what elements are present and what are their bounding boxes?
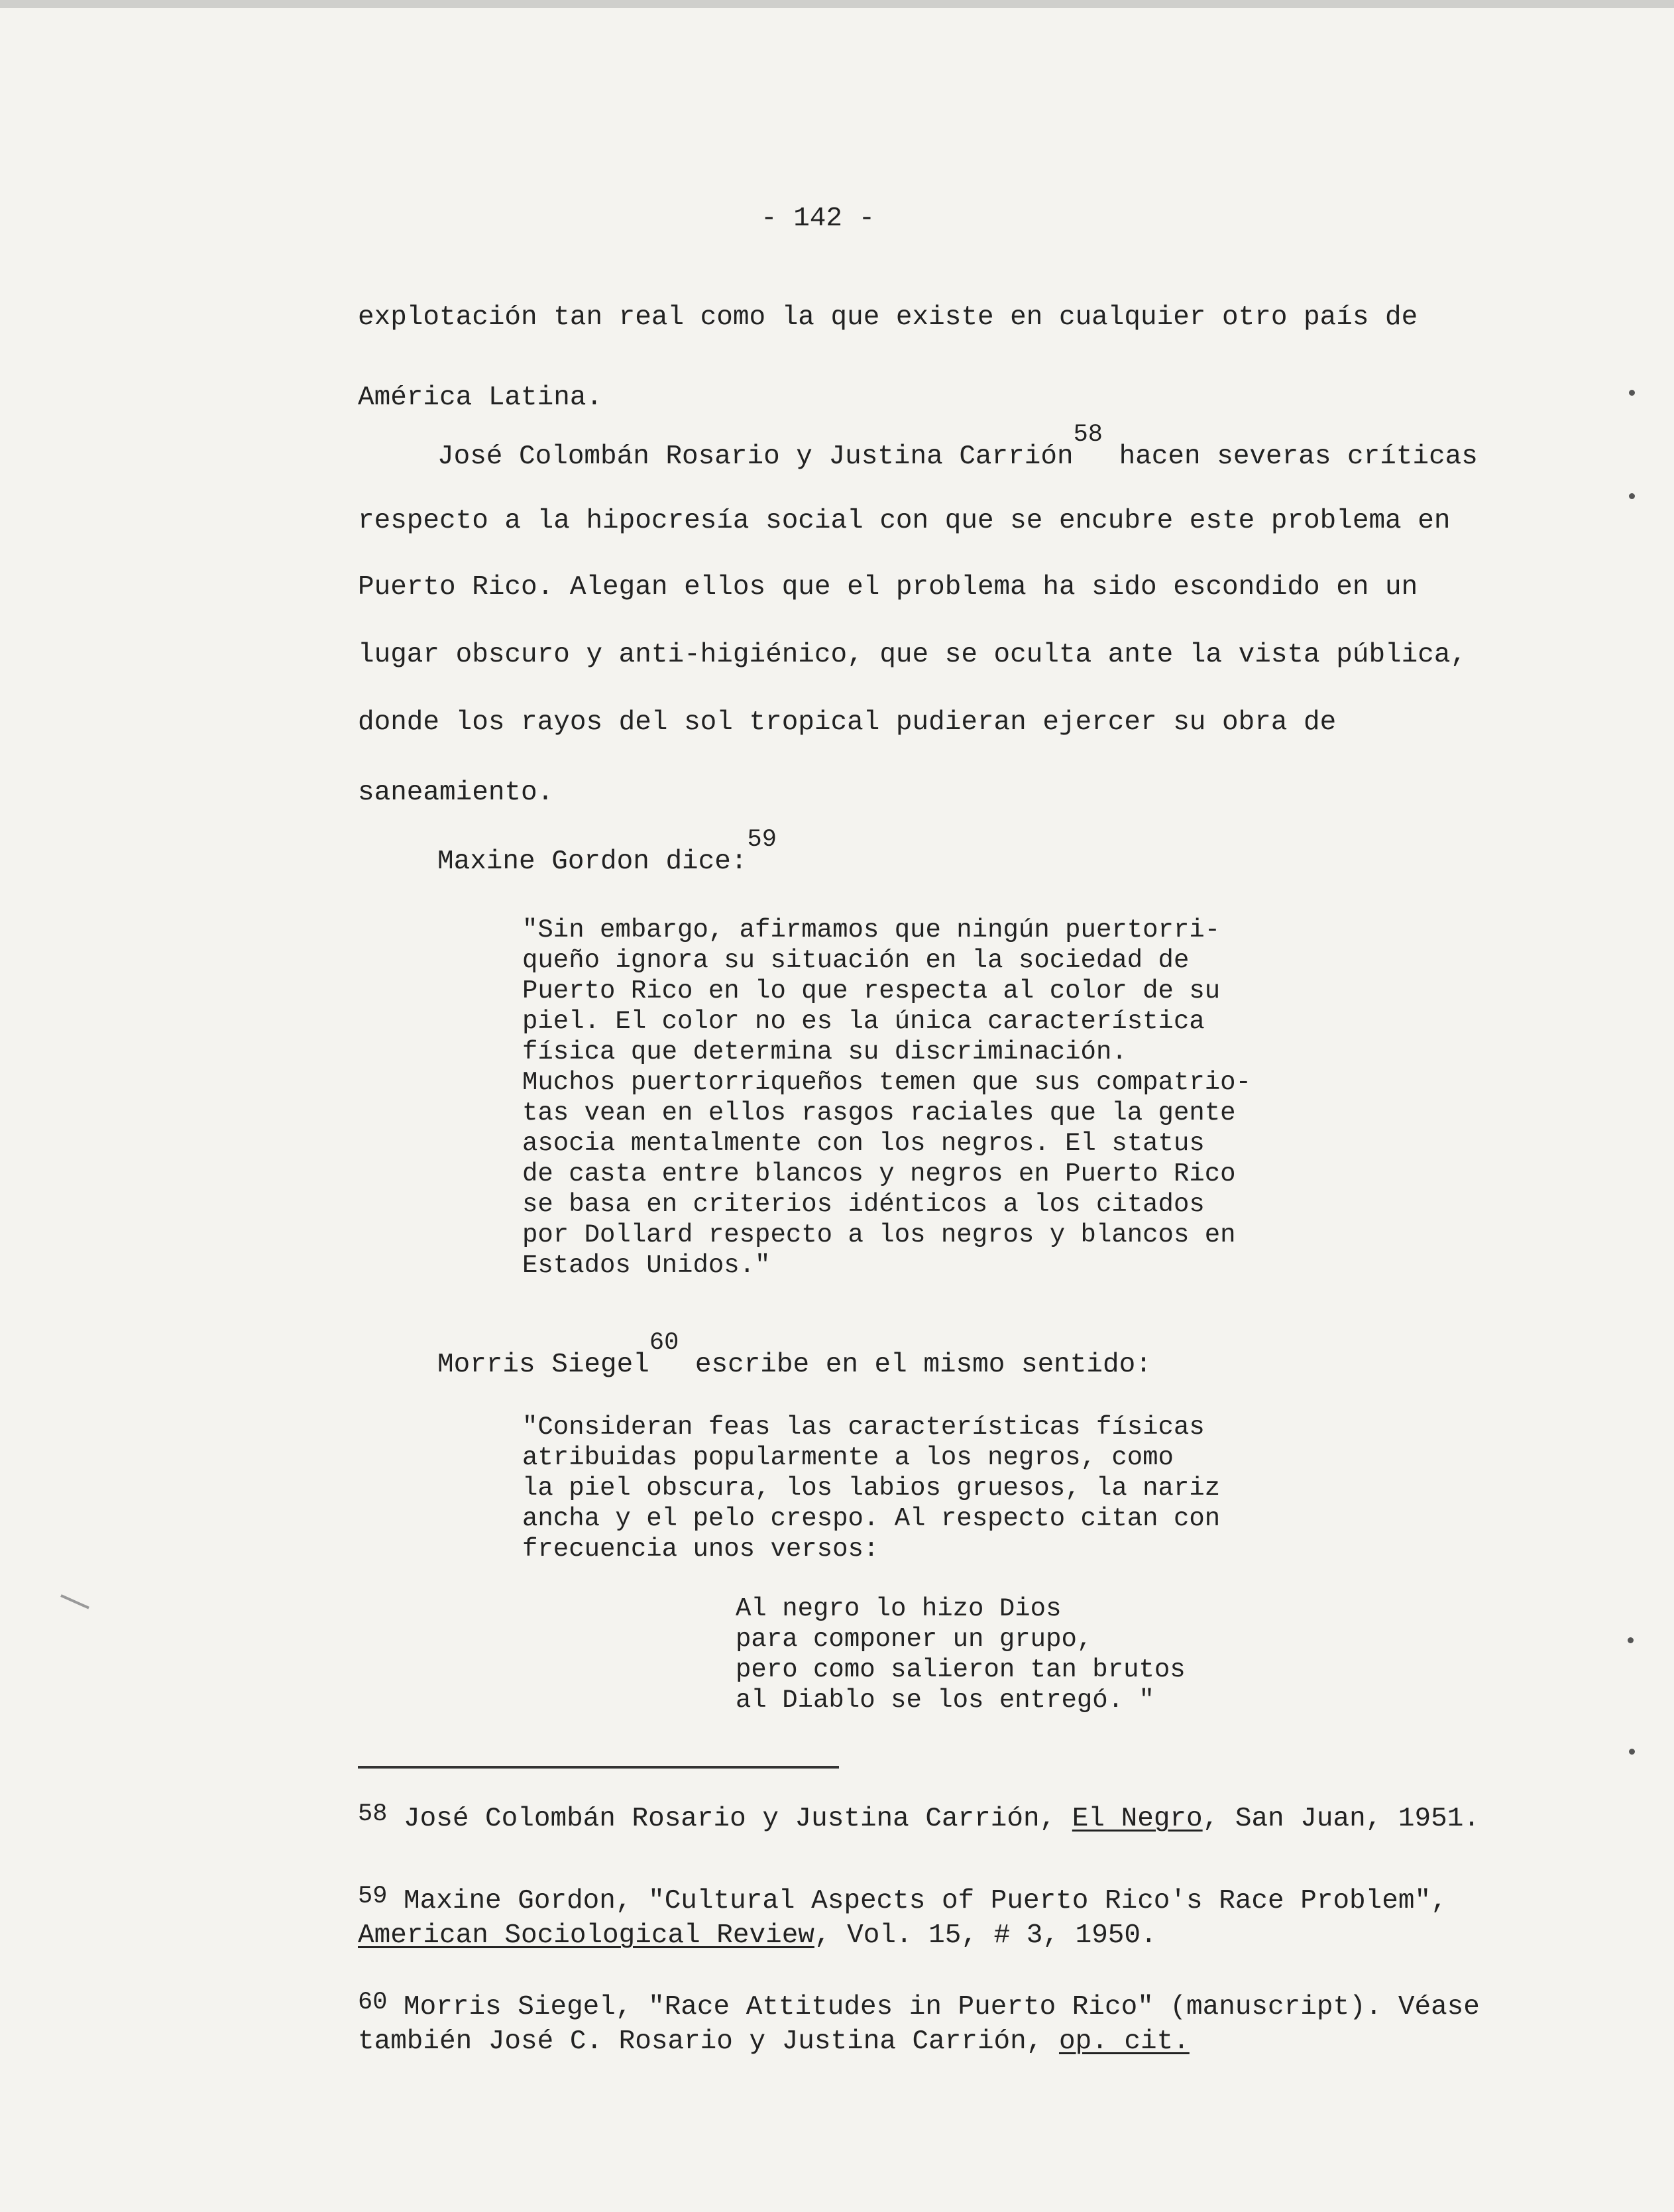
footnote-60 bbox=[358, 1991, 1480, 2024]
body-text-span: hacen severas críticas bbox=[1119, 441, 1478, 472]
body-line: respecto a la hipocresía social con que se encubre este problema en bbox=[358, 506, 1451, 536]
quote-line: se basa en criterios idénticos a los citados bbox=[522, 1190, 1205, 1219]
scan-mark bbox=[60, 1594, 89, 1609]
quote-line: Puerto Rico en lo que respecta al color de su bbox=[522, 976, 1221, 1006]
body-text-span: Morris Siegel bbox=[437, 1350, 649, 1380]
body-line: saneamiento. bbox=[358, 778, 554, 808]
body-text-span: escribe en el mismo sentido: bbox=[695, 1350, 1152, 1380]
quote-line: Muchos puertorriqueños temen que sus compatrio- bbox=[522, 1068, 1251, 1097]
footnote-text: , Vol. 15, # 3, 1950. bbox=[814, 1920, 1157, 1951]
body-line: donde los rayos del sol tropical pudieran ejercer su obra de bbox=[358, 707, 1337, 738]
body-text-span: Maxine Gordon dice: bbox=[437, 846, 748, 877]
body-line: América Latina. bbox=[358, 382, 603, 413]
quote-line: ancha y el pelo crespo. Al respecto citan con bbox=[522, 1504, 1221, 1533]
footnote-ref-59: 59 bbox=[747, 826, 777, 854]
quote-line: "Consideran feas las características físicas bbox=[522, 1413, 1205, 1442]
scan-speck bbox=[1629, 1749, 1635, 1755]
body-text-span: José Colombán Rosario y Justina Carrión bbox=[437, 441, 1074, 472]
body-line bbox=[437, 421, 1478, 473]
quote-line: atribuidas popularmente a los negros, como bbox=[522, 1443, 1174, 1472]
scan-speck bbox=[1628, 1637, 1634, 1643]
body-line bbox=[437, 1329, 1152, 1381]
verse-line: para componer un grupo, bbox=[736, 1625, 1093, 1654]
verse-line: Al negro lo hizo Dios bbox=[736, 1594, 1062, 1623]
footnote-opcit: op. cit. bbox=[1058, 2026, 1190, 2057]
quote-line: la piel obscura, los labios gruesos, la nariz bbox=[522, 1474, 1221, 1503]
footnote-number: 58 bbox=[358, 1800, 388, 1828]
scan-speck bbox=[1629, 493, 1635, 499]
body-line: Puerto Rico. Alegan ellos que el problema ha sido escondido en un bbox=[358, 572, 1418, 603]
scan-top-edge bbox=[0, 0, 1674, 8]
page-number: - 142 - bbox=[761, 204, 875, 234]
quote-line: por Dollard respecto a los negros y blancos en bbox=[522, 1220, 1236, 1250]
footnote-59-line2 bbox=[358, 1920, 1157, 1951]
body-line bbox=[437, 826, 777, 878]
footnote-number: 59 bbox=[358, 1883, 388, 1910]
quote-line: tas vean en ellos rasgos raciales que la gente bbox=[522, 1098, 1236, 1128]
body-line: explotación tan real como la que existe en cualquier otro país de bbox=[358, 302, 1418, 333]
footnote-journal: American Sociological Review bbox=[358, 1920, 814, 1951]
footnote-60-line2 bbox=[358, 2026, 1190, 2058]
quote-line: asocia mentalmente con los negros. El status bbox=[522, 1129, 1205, 1158]
quote-line: física que determina su discriminación. bbox=[522, 1037, 1127, 1067]
body-line: lugar obscuro y anti-higiénico, que se oculta ante la vista pública, bbox=[358, 640, 1467, 670]
footnote-ref-58: 58 bbox=[1073, 421, 1103, 449]
footnote-divider bbox=[358, 1766, 839, 1769]
footnote-59 bbox=[358, 1885, 1447, 1918]
quote-line: "Sin embargo, afirmamos que ningún puertorri- bbox=[522, 915, 1221, 945]
footnote-58 bbox=[358, 1800, 1480, 1835]
footnote-ref-60: 60 bbox=[649, 1329, 679, 1357]
quote-line: de casta entre blancos y negros en Puerto Rico bbox=[522, 1159, 1236, 1189]
verse-line: al Diablo se los entregó. " bbox=[736, 1686, 1154, 1715]
scan-speck bbox=[1629, 390, 1635, 396]
footnote-title: El Negro bbox=[1072, 1804, 1203, 1834]
footnote-text: , San Juan, 1951. bbox=[1202, 1804, 1480, 1834]
footnote-text: también José C. Rosario y Justina Carrión, bbox=[358, 2026, 1059, 2057]
footnote-number: 60 bbox=[358, 1989, 388, 2016]
quote-line: queño ignora su situación en la sociedad de bbox=[522, 946, 1190, 975]
footnote-text: José Colombán Rosario y Justina Carrión, bbox=[387, 1804, 1072, 1834]
verse-line: pero como salieron tan brutos bbox=[736, 1655, 1186, 1684]
footnote-text: Morris Siegel, "Race Attitudes in Puerto Rico" (manuscript). Véase bbox=[387, 1992, 1480, 2022]
quote-line: piel. El color no es la única característica bbox=[522, 1007, 1205, 1036]
footnote-text: Maxine Gordon, "Cultural Aspects of Puerto Rico's Race Problem", bbox=[387, 1886, 1447, 1916]
quote-line: Estados Unidos." bbox=[522, 1251, 771, 1280]
quote-line: frecuencia unos versos: bbox=[522, 1535, 879, 1564]
